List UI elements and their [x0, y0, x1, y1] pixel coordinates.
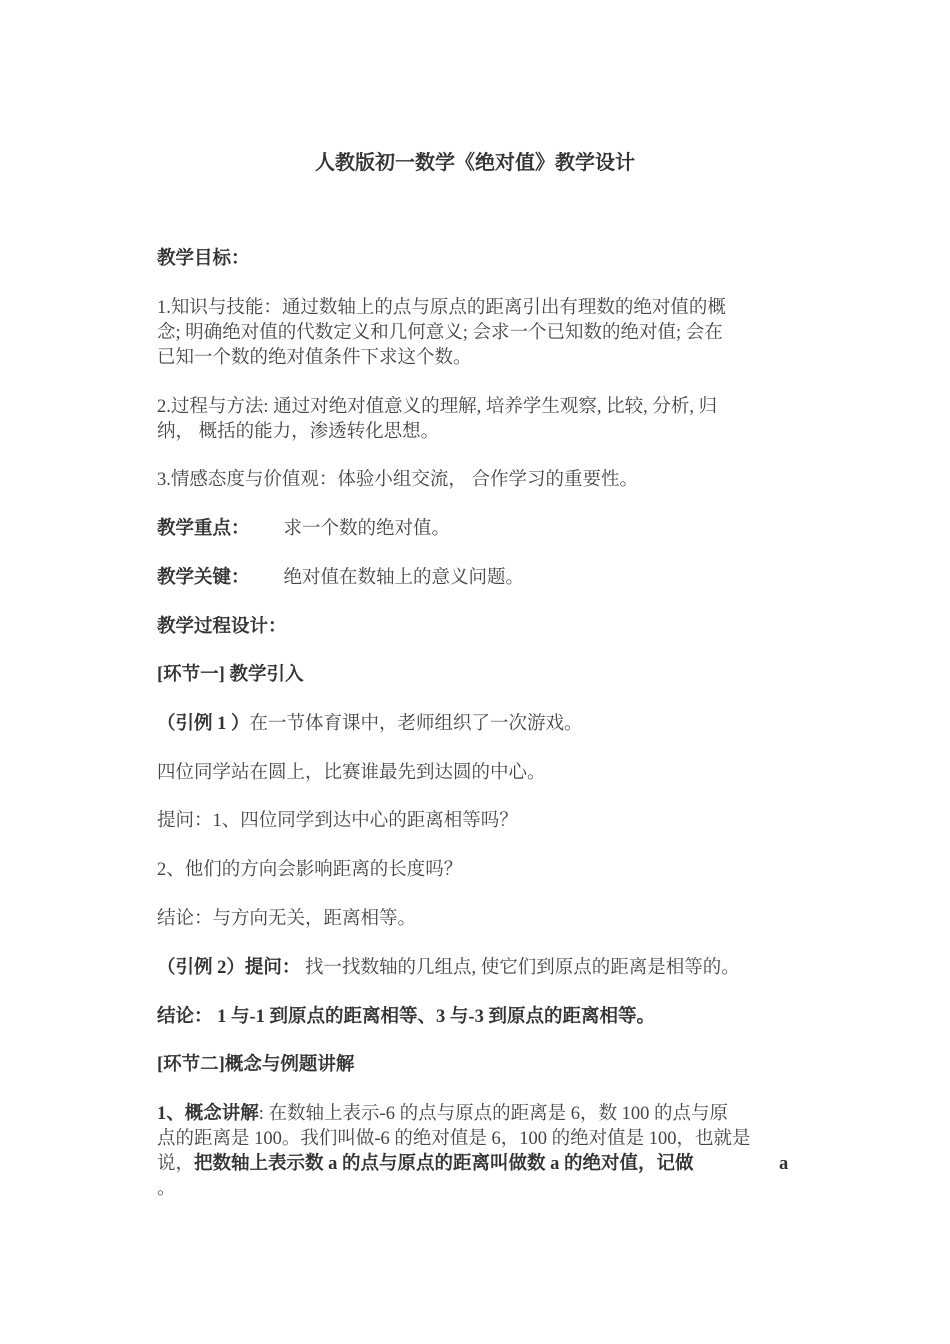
- concept-label: 1、概念讲解: [157, 1104, 259, 1124]
- example-2-label: （引例 2）提问：: [157, 958, 301, 978]
- objective-3: 3.情感态度与价值观：体验小组交流， 合作学习的重要性。: [157, 470, 639, 490]
- concept-definition: 把数轴上表示数 a 的点与原点的距离叫做数 a 的绝对值，记做: [194, 1154, 694, 1174]
- process-heading: 教学过程设计：: [157, 617, 287, 637]
- objective-1-line-3: 已知一个数的绝对值条件下求这个数。: [157, 348, 472, 368]
- concept-line-3: [157, 1151, 797, 1177]
- concept-line-2: 点的距离是 100。我们叫做-6 的绝对值是 6，100 的绝对值是 100，也就是: [157, 1129, 751, 1149]
- conclusion-1: 结论：与方向无关，距离相等。: [157, 909, 417, 929]
- concept-text-1: : 在数轴上表示-6 的点与原点的距离是 6，数 100 的点与原: [258, 1104, 728, 1124]
- example-1-line-2: 四位同学站在圆上，比赛谁最先到达圆的中心。: [157, 763, 546, 783]
- objective-2-line-1: 2.过程与方法: 通过对绝对值意义的理解, 培养学生观察, 比较, 分析, 归: [157, 397, 718, 417]
- section-2-heading: [环节二]概念与例题讲解: [157, 1055, 355, 1075]
- key-point-text: 求一个数的绝对值。: [283, 519, 451, 539]
- key-point: [157, 516, 797, 542]
- objective-2-line-2: 纳， 概括的能力，渗透转化思想。: [157, 422, 440, 442]
- absolute-value-variable: a: [779, 1154, 789, 1174]
- concept-line-4: 。: [157, 1179, 176, 1199]
- key-crux: [157, 565, 797, 591]
- concept-text-3-prefix: 说，: [157, 1154, 195, 1174]
- section-1-heading: [环节一] 教学引入: [157, 665, 304, 685]
- example-2-text: 找一找数轴的几组点, 使它们到原点的距离是相等的。: [300, 958, 740, 978]
- key-crux-label: 教学关键：: [157, 568, 250, 588]
- conclusion-2: 结论： 1 与-1 到原点的距离相等、3 与-3 到原点的距离相等。: [157, 1007, 655, 1027]
- question-1: 提问：1、四位同学到达中心的距离相等吗？: [157, 811, 518, 831]
- concept-line-1: [157, 1101, 797, 1127]
- question-2: 2、他们的方向会影响距离的长度吗？: [157, 860, 463, 880]
- example-1-label: （引例 1 ）: [157, 714, 250, 734]
- example-2: [157, 955, 797, 981]
- objective-1-line-2: 念; 明确绝对值的代数定义和几何意义; 会求一个已知数的绝对值; 会在: [157, 323, 723, 343]
- key-crux-text: 绝对值在数轴上的意义问题。: [283, 568, 525, 588]
- key-point-label: 教学重点：: [157, 519, 250, 539]
- example-1-text: 在一节体育课中，老师组织了一次游戏。: [249, 714, 583, 734]
- objectives-heading: 教学目标：: [157, 249, 250, 269]
- objective-1-line-1: 1.知识与技能：通过数轴上的点与原点的距离引出有理数的绝对值的概: [157, 298, 726, 318]
- example-1: [157, 711, 797, 737]
- document-title: 人教版初一数学《绝对值》教学设计: [315, 152, 635, 174]
